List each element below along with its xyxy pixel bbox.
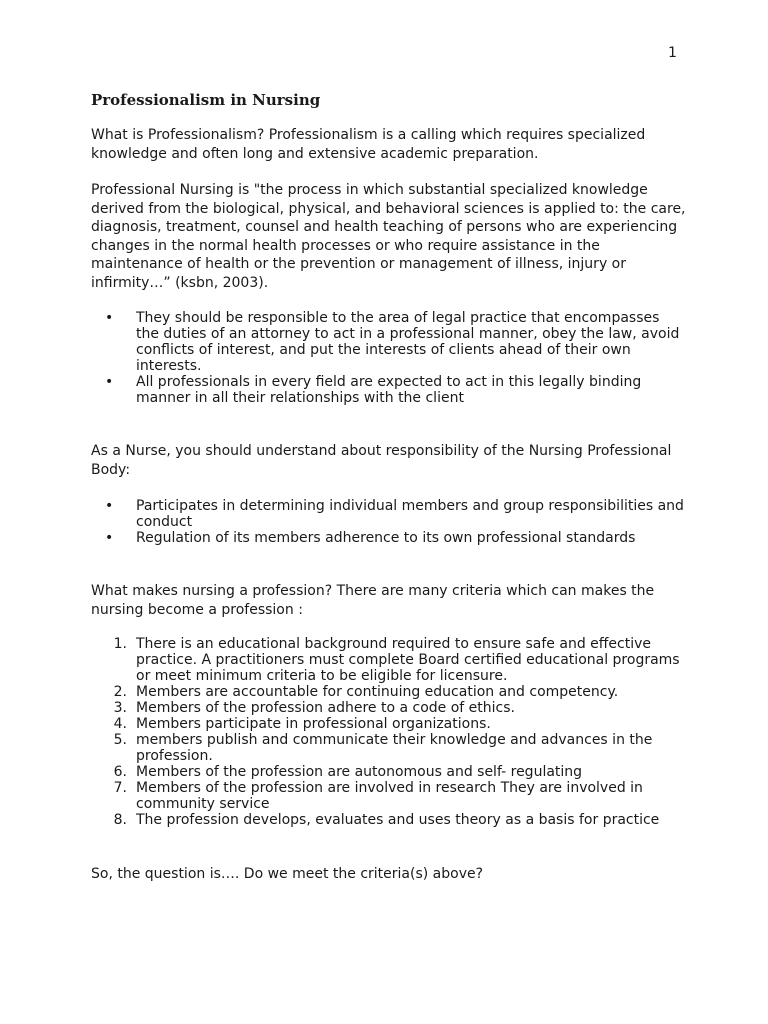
list-item — [91, 310, 679, 374]
number-marker: 6. — [113, 764, 127, 780]
bullet-marker: • — [105, 498, 114, 514]
text-line: diagnosis, treatment, counsel and health teaching of persons who are experiencing — [91, 219, 678, 236]
text-line: members publish and communicate their knowledge and advances in the — [136, 732, 653, 748]
text-line: derived from the biological, physical, and behavioral sciences is applied to: the care, — [91, 200, 686, 217]
text-line: community service — [136, 796, 270, 812]
bullet-marker: • — [105, 310, 114, 326]
text-line: As a Nurse, you should understand about responsibility of the Nursing Professional — [91, 443, 672, 459]
number-marker: 2. — [113, 684, 127, 700]
list-item — [91, 498, 684, 530]
list-item — [91, 716, 680, 732]
paragraph-professionalism-definition — [91, 126, 691, 163]
bullet-marker: • — [105, 530, 114, 546]
bullet-list-professional-body — [91, 498, 684, 546]
text-line: What makes nursing a profession? There are many criteria which can makes the — [91, 583, 655, 599]
paragraph-closing-question — [91, 865, 691, 884]
text-line: interests. — [136, 358, 202, 374]
number-marker: 4. — [113, 716, 127, 732]
text-line: changes in the normal health processes or who require assistance in the — [91, 237, 600, 254]
text-line: Members of the profession are autonomous and self- regulating — [136, 764, 583, 780]
text-line: profession. — [136, 748, 213, 764]
bullet-list-legal — [91, 310, 679, 406]
document-title: Professionalism in Nursing — [91, 91, 321, 109]
text-line: Professional Nursing is "the process in which substantial specialized knowledge — [91, 182, 648, 198]
list-item — [91, 700, 680, 716]
number-marker: 5. — [113, 732, 127, 748]
text-line: Body: — [91, 461, 131, 478]
page-number: 1 — [668, 45, 677, 61]
paragraph-professional-nursing — [91, 181, 691, 293]
text-line: All professionals in every field are expected to act in this legally binding — [136, 374, 642, 390]
number-marker: 1. — [113, 636, 127, 652]
bullet-marker: • — [105, 374, 114, 390]
list-item — [91, 530, 684, 546]
text-line: Participates in determining individual members and group responsibilities and — [136, 498, 684, 514]
list-item — [91, 764, 680, 780]
text-line: Members of the profession are involved in research They are involved in — [136, 780, 643, 796]
text-line: manner in all their relationships with the client — [136, 390, 464, 406]
text-line: So, the question is…. Do we meet the criteria(s) above? — [91, 866, 484, 882]
paragraph-what-makes-profession — [91, 582, 691, 619]
text-line: conflicts of interest, and put the interests of clients ahead of their own — [136, 342, 631, 358]
number-marker: 7. — [113, 780, 127, 796]
text-line: or meet minimum criteria to be eligible for licensure. — [136, 668, 508, 684]
numbered-list-criteria — [91, 636, 680, 828]
number-marker: 8. — [113, 812, 127, 828]
text-line: practice. A practitioners must complete Board certified educational programs — [136, 652, 680, 668]
text-line: conduct — [136, 514, 193, 530]
text-line: Members participate in professional organizations. — [136, 716, 491, 732]
text-line: What is Professionalism? Professionalism is a calling which requires specialized — [91, 127, 646, 143]
paragraph-nurse-responsibility — [91, 442, 691, 479]
text-line: nursing become a profession : — [91, 601, 303, 618]
text-line: maintenance of health or the prevention or management of illness, injury or — [91, 256, 626, 273]
number-marker: 3. — [113, 700, 127, 716]
text-line: knowledge and often long and extensive academic preparation. — [91, 145, 539, 162]
list-item — [91, 684, 680, 700]
text-line: Members of the profession adhere to a code of ethics. — [136, 700, 515, 716]
text-line: Members are accountable for continuing education and competency. — [136, 684, 619, 700]
list-item — [91, 812, 680, 828]
text-line: the duties of an attorney to act in a professional manner, obey the law, avoid — [136, 326, 680, 342]
list-item — [91, 374, 679, 406]
text-line: There is an educational background required to ensure safe and effective — [136, 636, 652, 652]
text-line: The profession develops, evaluates and uses theory as a basis for practice — [136, 812, 660, 828]
list-item — [91, 732, 680, 764]
list-item — [91, 636, 680, 684]
list-item — [91, 780, 680, 812]
text-line: Regulation of its members adherence to its own professional standards — [136, 530, 636, 546]
text-line: They should be responsible to the area of legal practice that encompasses — [136, 310, 660, 326]
text-line: infirmity…” (ksbn, 2003). — [91, 274, 269, 291]
